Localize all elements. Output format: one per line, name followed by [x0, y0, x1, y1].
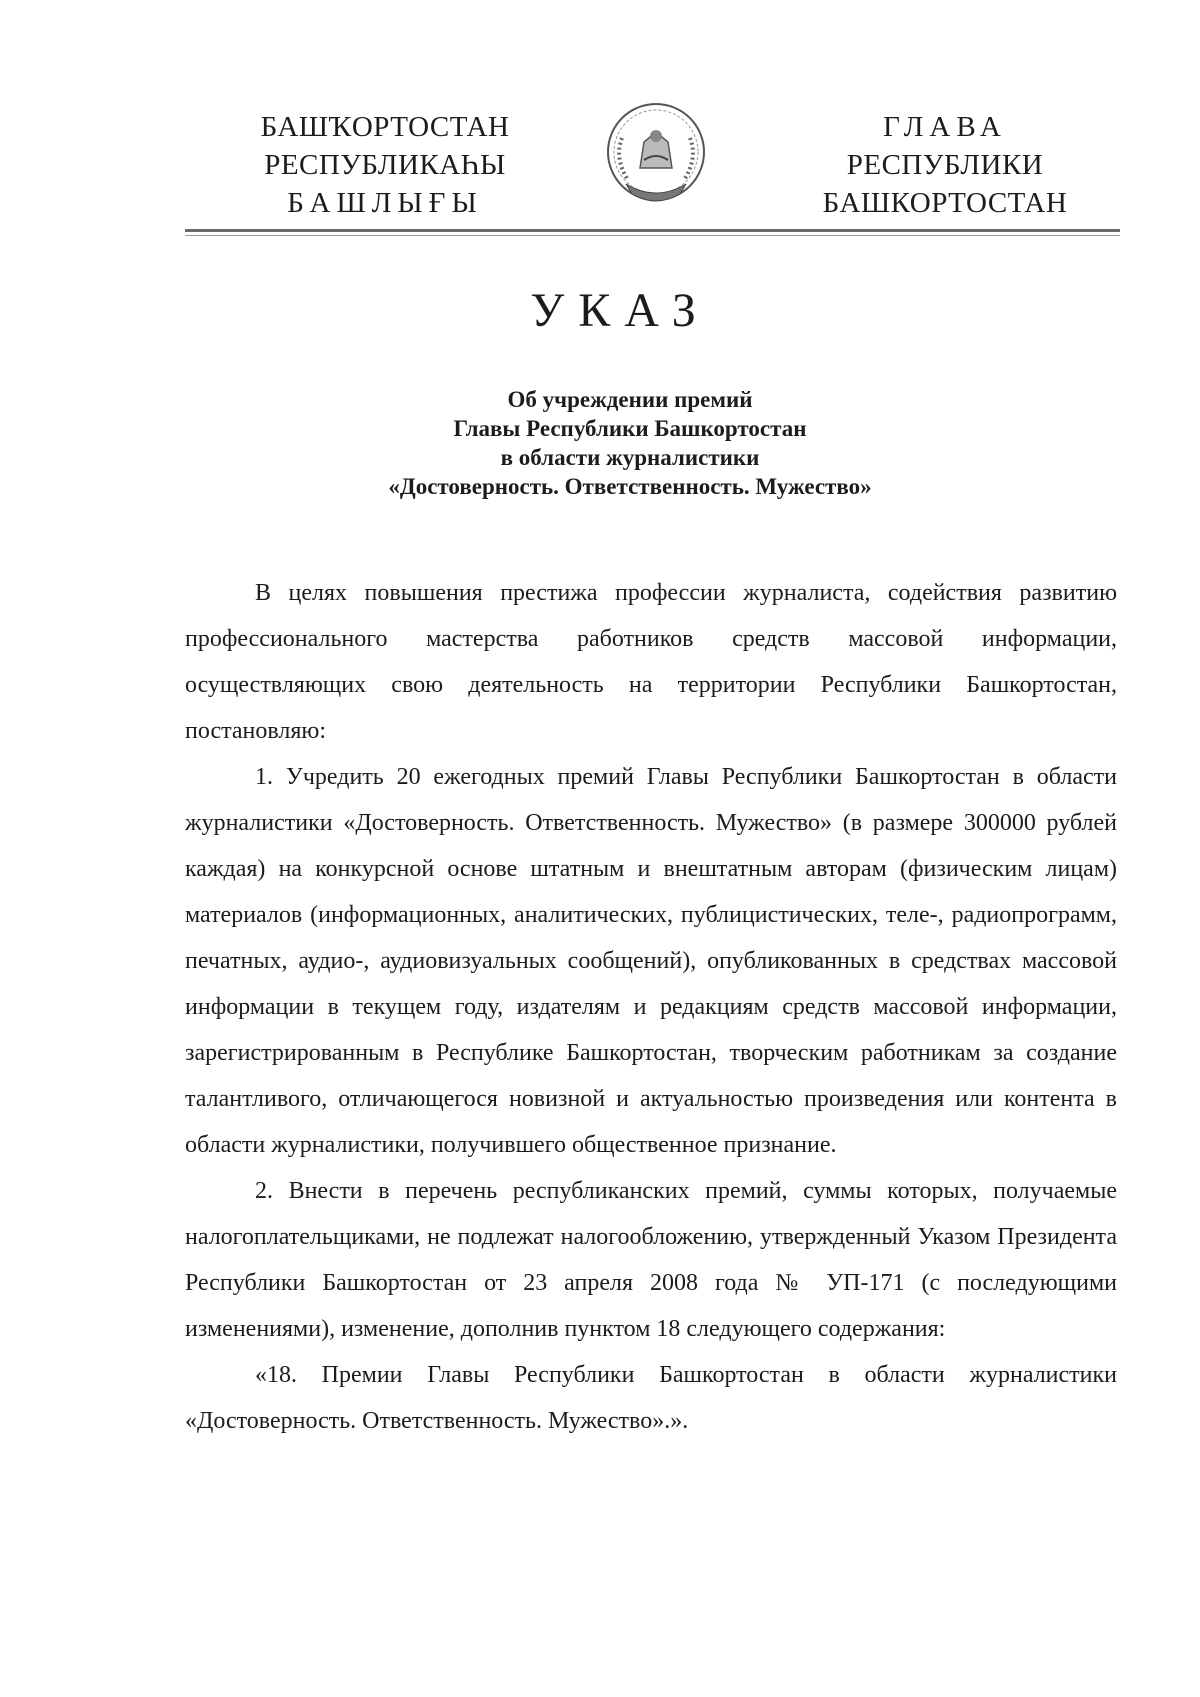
- document-title: УКАЗ: [530, 284, 710, 337]
- header-bashkir-line-2: РЕСПУБЛИКАҺЫ: [264, 149, 506, 181]
- header-bashkir: [200, 108, 570, 222]
- header-russian: [760, 108, 1130, 222]
- header-russian-line-2: РЕСПУБЛИКИ: [846, 149, 1044, 181]
- paragraph-quote: «18. Премии Главы Республики Башкортостан в области журналистики «Достоверность. Ответственность. Мужество».».: [185, 1362, 1117, 1434]
- paragraph-item-2: 2. Внести в перечень республиканских премий, суммы которых, получаемые налогоплательщиками, не подлежат налогообложению, утвержденный Указом Президента Республики Башкортостан от 23 апреля 2008 года № УП-171 (с последующими изменениями), изменение, дополнив пунктом 18 следующего содержания:: [185, 1178, 1117, 1342]
- header-bashkir-line-3: БАШЛЫҒЫ: [287, 187, 483, 219]
- header-divider: [185, 229, 1120, 232]
- subject-line-4: «Достоверность. Ответственность. Мужество»: [388, 474, 872, 499]
- document-subject: [0, 385, 1200, 501]
- paragraph-preamble: В целях повышения престижа профессии журналиста, содействия развитию профессионального мастерства работников средств массовой информации, осуществляющих свою деятельность на территории Республики Башкортостан, постановляю:: [185, 580, 1117, 744]
- header-russian-line-3: БАШКОРТОСТАН: [822, 187, 1068, 219]
- subject-line-2: Главы Республики Башкортостан: [453, 416, 807, 441]
- header-bashkir-line-1: БАШҠОРТОСТАН: [260, 111, 510, 143]
- subject-line-1: Об учреждении премий: [507, 387, 753, 412]
- coat-of-arms-icon: [600, 98, 712, 210]
- subject-line-3: в области журналистики: [500, 445, 760, 470]
- paragraph-item-1: 1. Учредить 20 ежегодных премий Главы Республики Башкортостан в области журналистики «Достоверность. Ответственность. Мужество» (в размере 300000 рублей каждая) на конкурсной основе штатным и внештатным авторам (физическим лицам) материалов (информационных, аналитических, публицистических, теле-, радиопрограмм, печатных, аудио-, аудиовизуальных сообщений), опубликованных в средствах массовой информации в текущем году, издателям и редакциям средств массовой информации, зарегистрированным в Республике Башкортостан, творческим работникам за создание талантливого, отличающегося новизной и актуальностью произведения или контента в области журналистики, получившего общественное признание.: [185, 764, 1117, 1158]
- header-divider-thin: [185, 235, 1120, 236]
- header-russian-line-1: ГЛАВА: [883, 111, 1007, 143]
- document-body: [185, 570, 1117, 1444]
